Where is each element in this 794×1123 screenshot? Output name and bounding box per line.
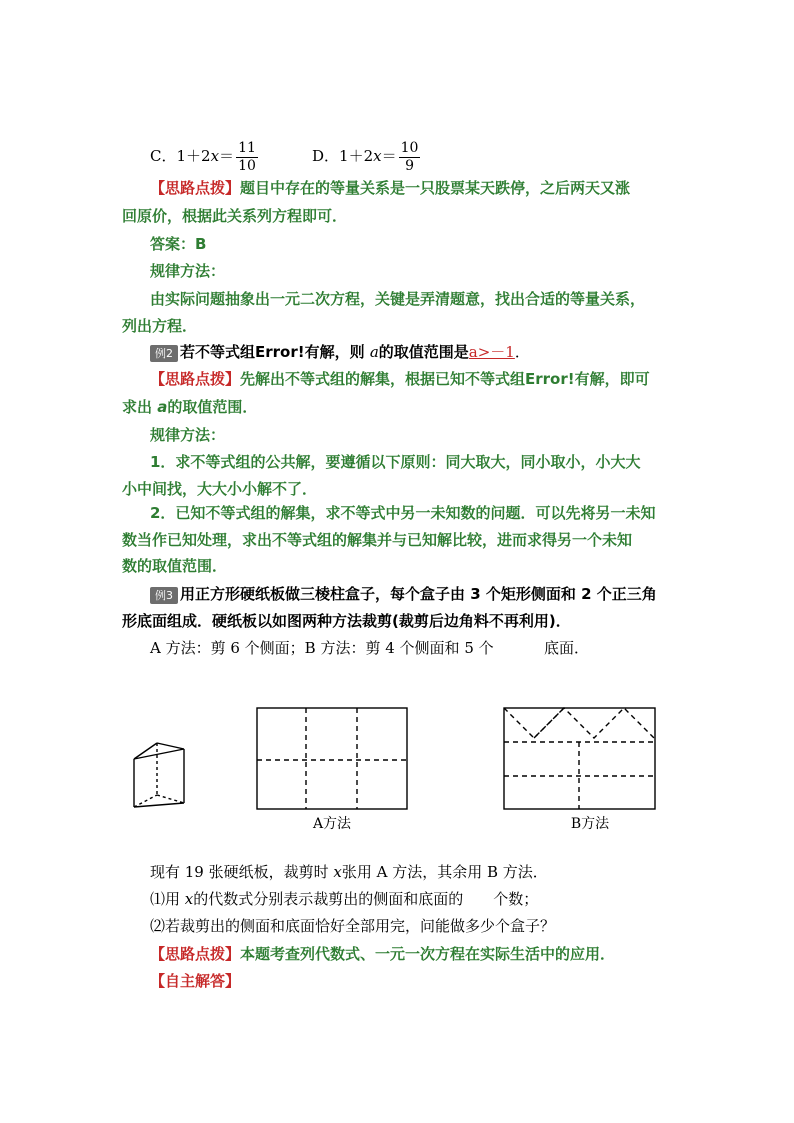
option-d-fraction: [399, 140, 421, 175]
ex1-hint-line2: 回原价，根据此关系列方程即可．: [122, 207, 348, 225]
option-d: [312, 136, 420, 176]
ex3-line4-pre: 现有 19 张硬纸板，裁剪时: [150, 863, 334, 881]
option-c-var: x: [210, 147, 220, 165]
ex3-figure: [0, 690, 794, 840]
option-c-denominator: 10: [238, 157, 256, 174]
ex3-hint-tag: 【思路点拨】: [150, 945, 241, 963]
ex2-hint-line2-post: 的取值范围．: [167, 398, 258, 416]
ex2-answer-end: ．: [514, 343, 530, 361]
ex3-line2: 形底面组成．硬纸板以如图两种方法裁剪(裁剪后边角料不再利用)．: [122, 612, 571, 630]
ex3-badge: 例3: [150, 587, 178, 604]
ex2-rule2-line1: 2．已知不等式组的解集，求不等式中另一未知数的问题．可以先将另一未知: [150, 504, 656, 522]
option-c-numerator: 11: [238, 139, 256, 156]
ex2-answer: a>－1: [468, 343, 515, 361]
ex3-line4: [150, 862, 548, 882]
ex1-method-line1: 由实际问题抽象出一元二次方程，关键是弄清题意，找出合适的等量关系，: [150, 290, 646, 308]
ex3-line3b: 底面．: [544, 639, 590, 657]
ex3-q2: ⑵若裁剪出的侧面和底面恰好全部用完，问能做多少个盒子？: [150, 917, 556, 935]
ex2-hint-line2-pre: 求出: [122, 398, 158, 416]
ex1-hint-tag: 【思路点拨】: [150, 179, 241, 197]
ex3-line3a: A 方法：剪 6 个侧面；B 方法：剪 4 个侧面和 5 个: [150, 639, 494, 657]
ex1-answer: 答案：B: [150, 235, 207, 253]
ex3-q1-post: 的代数式分别表示裁剪出的侧面和底面的 个数；: [193, 890, 539, 908]
method-b-caption: B方法: [570, 816, 610, 832]
ex2-hint-line2: [122, 397, 257, 417]
option-c-eq: ＝: [219, 147, 235, 165]
ex2-question-mid: 的取值范围是: [378, 343, 469, 361]
ex3-q1-pre: ⑴用: [150, 890, 185, 908]
ex2-hint-text1: 先解出不等式组的解集，根据已知不等式组Error!有解，即可: [240, 370, 650, 388]
ex2-badge: 例2: [150, 345, 178, 362]
ex2-hint-line2-var: a: [157, 398, 168, 416]
ex1-hint-text1: 题目中存在的等量关系是一只股票某天跌停，之后两天又涨: [240, 179, 631, 197]
ex3-line1-text: 用正方形硬纸板做三棱柱盒子，每个盒子由 3 个矩形侧面和 2 个正三角: [180, 585, 657, 603]
ex3-self-answer: 【自主解答】: [150, 972, 241, 990]
prism-figure: [134, 743, 184, 807]
method-a-board: [257, 708, 407, 809]
ex3-hint-text: 本题考查列代数式、一元一次方程在实际生活中的应用．: [240, 945, 616, 963]
ex1-method-title: 规律方法：: [150, 262, 226, 280]
ex2-method-title: 规律方法：: [150, 426, 226, 444]
option-c: [150, 136, 258, 176]
ex2-rule2-line3: 数的取值范围．: [122, 557, 228, 575]
ex3-q1-var: x: [184, 890, 194, 908]
ex3-line4-var: x: [333, 863, 342, 881]
ex2-rule1-line1: 1．求不等式组的公共解，要遵循以下原则：同大取大，同小取小，小大大: [150, 453, 641, 471]
ex3-q1: [150, 889, 538, 909]
option-d-eq: ＝: [381, 147, 397, 165]
method-a-caption: A方法: [312, 816, 352, 832]
ex2-rule1-line2: 小中间找，大大小小解不了．: [122, 480, 318, 498]
option-c-fraction: [236, 140, 258, 175]
ex2-question-var: a: [369, 343, 379, 361]
ex2-rule2-line2: 数当作已知处理，求出不等式组的解集并与已知解比较，进而求得另一个未知: [122, 531, 633, 549]
ex1-method-line2: 列出方程．: [122, 317, 198, 335]
method-b-board: [504, 708, 655, 809]
ex2-question: [150, 342, 530, 362]
ex3-line1: [150, 584, 657, 604]
option-d-label: D．1＋2: [312, 147, 374, 165]
ex3-hint: [150, 944, 615, 964]
ex2-hint-tag: 【思路点拨】: [150, 370, 241, 388]
ex3-line4-post: 张用 A 方法，其余用 B 方法．: [341, 863, 548, 881]
ex2-hint-line1: [150, 369, 650, 389]
option-d-denominator: 9: [405, 157, 414, 174]
option-d-numerator: 10: [400, 139, 419, 156]
ex1-hint-line1: [150, 178, 630, 198]
option-c-label: C．1＋2: [150, 147, 211, 165]
option-d-var: x: [373, 147, 382, 165]
ex2-question-pre: 若不等式组Error!有解，则: [180, 343, 370, 361]
